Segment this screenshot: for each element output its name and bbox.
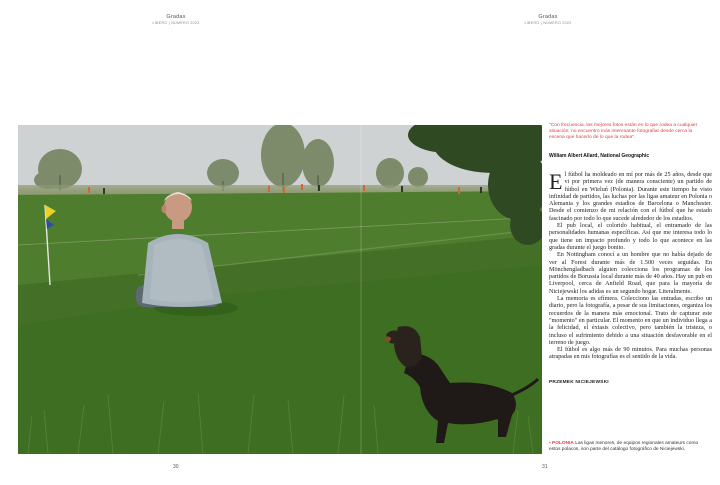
drop-cap: E — [549, 169, 563, 194]
pull-quote: "Con frecuencia, las mejores fotos están en lo que rodea a cualquier situación; no encuentro más interesante fotografiar desde cerca la escena que hacerlo de lo que la rodea". — [549, 123, 698, 141]
caption-label: • POLONIA — [549, 441, 574, 446]
header-subtitle: LIBERO | NÚMERO 2022 — [524, 21, 572, 25]
running-header-left — [116, 14, 236, 25]
header-subtitle: LIBERO | NÚMERO 2022 — [152, 21, 200, 25]
paragraph-2: El pub local, el colorido habitual, el entramado de las personalidades humanas específicas. Así que me interesa todo lo que tiene un impacto profundo y todo lo que acontece en las gradas durante el juego bonito. — [549, 223, 712, 251]
header-title: Gradas — [166, 14, 186, 20]
caption-text: Las ligas menores, de equipos regionales amateurs como estos polacos, son parte del catálogo fotográfico de Niciejewski. — [549, 441, 699, 453]
running-header-right — [488, 14, 608, 25]
photo-illustration — [18, 125, 542, 454]
article-body — [549, 169, 712, 362]
header-title: Gradas — [538, 14, 558, 20]
paragraph-5: El fútbol es algo más de 90 minutos. Para muchas personas atrapadas en mis fotografías es el sentido de la vida. — [549, 347, 712, 361]
paragraph-1: El fútbol ha moldeado en mí por más de 25 años, desde que vi por primera vez (de manera consciente) un partido de fútbol en Wieluń (Polonia). Durante este tiempo he visto infinidad de partidos, las luchas por las ligas amateur en Polonia o Alemania y los grandes estadios de Barcelona o Manchester. Desde el comienzo de mi relación con el fútbol que he estado fascinado por todo lo que sucede alrededor de los estadios. — [549, 169, 712, 222]
paragraph-4: La memoria es efímera. Colecciono las entradas, escribo un diario, pero la fotografía, a pesar de sus limitaciones, organiza los recuerdos de la manera más emocional. Trato de capturar este "momento" en particular. El momento en que un individuo llega a la felicidad, el éxtasis colectivo, pero también la tristeza, o incluso el sufrimiento debido a una situación desfavorable en el terreno de juego. — [549, 296, 712, 346]
photo-caption — [549, 441, 709, 453]
author-credit: PRZEMEK NICIEJEWSKI — [549, 380, 609, 385]
page-number-right: 31 — [542, 464, 548, 470]
page-number-left: 30 — [173, 464, 179, 470]
quote-byline: William Albert Allard, National Geographic — [549, 153, 650, 159]
paragraph-3: En Nottingham conocí a un hombre que no había dejado de ver al Forest durante más de 1.500 veces seguidas. En Mönchengladbach alguien colecciona los programas de los partidos de Borussia local durante más de 40 años. Hay un pub en Liverpool, cerca de Anfield Road, que para la mayoría de Niciejewski los adidas es un segundo hogar. Literalmente. — [549, 252, 712, 295]
spread-photo — [18, 125, 542, 454]
